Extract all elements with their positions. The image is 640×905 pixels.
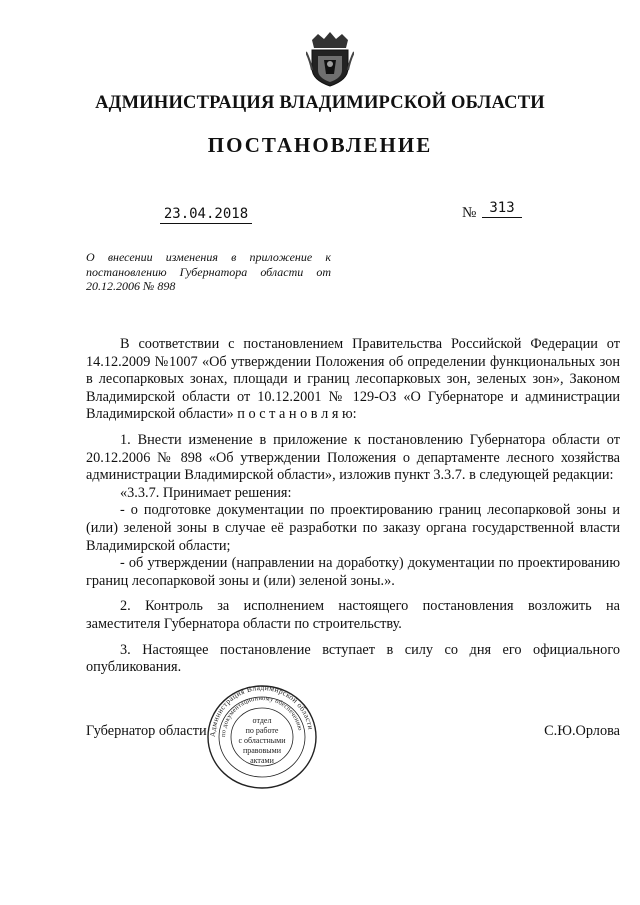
stamp-line-5: актами [250,756,274,765]
resolve-word: п о с т а н о в л я ю: [237,406,357,423]
signature-block [86,723,620,743]
document-date: 23.04.2018 [160,206,252,224]
stamp-outer-text: Администрация Владимирской области [207,683,316,738]
signatory-name: С.Ю.Орлова [544,723,620,739]
item-1: 1. Внести изменение в приложение к постановлению Губернатора области от 20.12.2006 № 898 «Об утверждении Положения о департаменте лесного хозяйства администрации Владимирской области», изложив пункт 3.3.7. в следующей редакции: [86,431,620,484]
organization-name: АДМИНИСТРАЦИЯ ВЛАДИМИРСКОЙ ОБЛАСТИ [95,93,545,113]
quote-item-b: - об утверждении (направлении на доработку) документации по проектированию границ лесопарковой зоны и (или) зеленой зоны.». [86,555,620,589]
preamble-paragraph [86,336,620,424]
stamp-line-4: правовыми [242,746,282,755]
number-sign: № [462,205,477,221]
stamp-inner-text: по документационному обеспечению [219,694,304,738]
item-2: 2. Контроль за исполнением настоящего постановления возложить на заместителя Губернатора области по строительству. [86,598,620,632]
quote-head: «3.3.7. Принимает решения: [120,484,292,501]
official-stamp [204,683,320,791]
document-subject: О внесении изменения в приложение к постановлению Губернатора области от 20.12.2006 № 898 [86,250,331,293]
document-type: ПОСТАНОВЛЕНИЕ [207,133,433,157]
document-body [86,336,620,677]
preamble-text: В соответствии с постановлением Правительства Российской Федерации от 14.12.2009 №1007 «Об утверждении Положения об определении функциональных зон в лесопарковых зонах, площади и границ лесопарковых зон, зеленых зон», Законом Владимирской области от 10.12.2001 № 129-ОЗ «О Губернаторе и администрации Владимирской области» [86,336,620,423]
stamp-line-2: по работе [245,726,279,735]
coat-of-arms-icon [306,30,354,88]
document-number: 313 [482,200,522,218]
signatory-title: Губернатор области [86,723,207,739]
stamp-line-3: с областными [238,736,286,745]
stamp-line-1: отдел [252,716,272,725]
item-3: 3. Настоящее постановление вступает в силу со дня его официального опубликования. [86,641,620,676]
quote-item-a: - о подготовке документации по проектированию границ лесопарковой зоны и (или) зеленой зоны в случае её разработки по заказу органа государственной власти Владимирской области; [86,502,620,554]
